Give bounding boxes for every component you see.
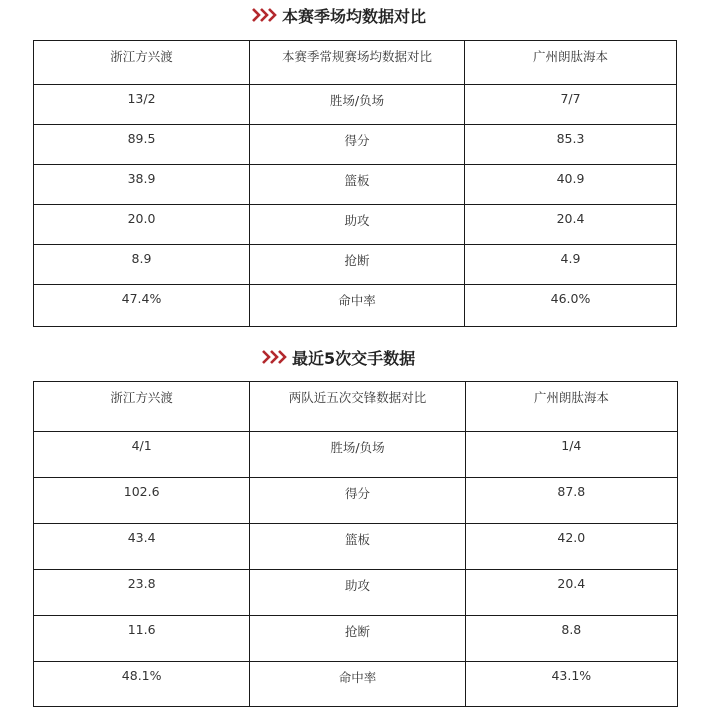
- left-value: 47.4%: [34, 285, 250, 327]
- right-value: 42.0: [465, 524, 677, 570]
- stat-label: 命中率: [250, 662, 465, 707]
- left-value: 43.4: [34, 524, 250, 570]
- table-row: [34, 524, 678, 570]
- header-comparison: 两队近五次交锋数据对比: [250, 382, 465, 432]
- table-header-row: [34, 41, 677, 85]
- table-row: [34, 245, 677, 285]
- stat-label: 篮板: [250, 165, 465, 205]
- stat-label: 抢断: [250, 616, 465, 662]
- stat-label: 助攻: [250, 570, 465, 616]
- stat-label: 篮板: [250, 524, 465, 570]
- left-value: 23.8: [34, 570, 250, 616]
- right-value: 87.8: [465, 478, 677, 524]
- section-title-text: 最近5次交手数据: [292, 348, 416, 368]
- left-value: 11.6: [34, 616, 250, 662]
- left-value: 48.1%: [34, 662, 250, 707]
- table-row: [34, 662, 678, 707]
- table-row: [34, 432, 678, 478]
- table-header-row: [34, 382, 678, 432]
- right-value: 7/7: [465, 85, 677, 125]
- right-value: 4.9: [465, 245, 677, 285]
- stat-label: 助攻: [250, 205, 465, 245]
- right-value: 1/4: [465, 432, 677, 478]
- right-value: 40.9: [465, 165, 677, 205]
- table-row: [34, 570, 678, 616]
- season-averages-table: [33, 40, 677, 327]
- stat-label: 得分: [250, 478, 465, 524]
- left-value: 4/1: [34, 432, 250, 478]
- left-value: 20.0: [34, 205, 250, 245]
- right-value: 85.3: [465, 125, 677, 165]
- table-row: [34, 165, 677, 205]
- right-value: 20.4: [465, 570, 677, 616]
- stat-label: 胜场/负场: [250, 432, 465, 478]
- header-team-right: 广州朗肽海本: [465, 41, 677, 85]
- table-row: [34, 478, 678, 524]
- stat-label: 得分: [250, 125, 465, 165]
- right-value: 46.0%: [465, 285, 677, 327]
- head-to-head-table: [33, 381, 678, 707]
- table-row: [34, 285, 677, 327]
- right-value: 43.1%: [465, 662, 677, 707]
- header-team-right: 广州朗肽海本: [465, 382, 677, 432]
- triple-chevron-right-icon: [252, 7, 278, 23]
- table-row: [34, 205, 677, 245]
- left-value: 102.6: [34, 478, 250, 524]
- left-value: 8.9: [34, 245, 250, 285]
- header-comparison: 本赛季常规赛场均数据对比: [250, 41, 465, 85]
- table-row: [34, 85, 677, 125]
- stat-label: 胜场/负场: [250, 85, 465, 125]
- stat-label: 抢断: [250, 245, 465, 285]
- header-team-left: 浙江方兴渡: [34, 41, 250, 85]
- triple-chevron-right-icon: [262, 349, 288, 365]
- section-title-season-averages: [252, 3, 426, 27]
- left-value: 13/2: [34, 85, 250, 125]
- right-value: 8.8: [465, 616, 677, 662]
- stat-label: 命中率: [250, 285, 465, 327]
- table-row: [34, 616, 678, 662]
- section-title-head-to-head: [262, 345, 415, 369]
- header-team-left: 浙江方兴渡: [34, 382, 250, 432]
- table-row: [34, 125, 677, 165]
- right-value: 20.4: [465, 205, 677, 245]
- left-value: 89.5: [34, 125, 250, 165]
- section-title-text: 本赛季场均数据对比: [282, 6, 427, 26]
- left-value: 38.9: [34, 165, 250, 205]
